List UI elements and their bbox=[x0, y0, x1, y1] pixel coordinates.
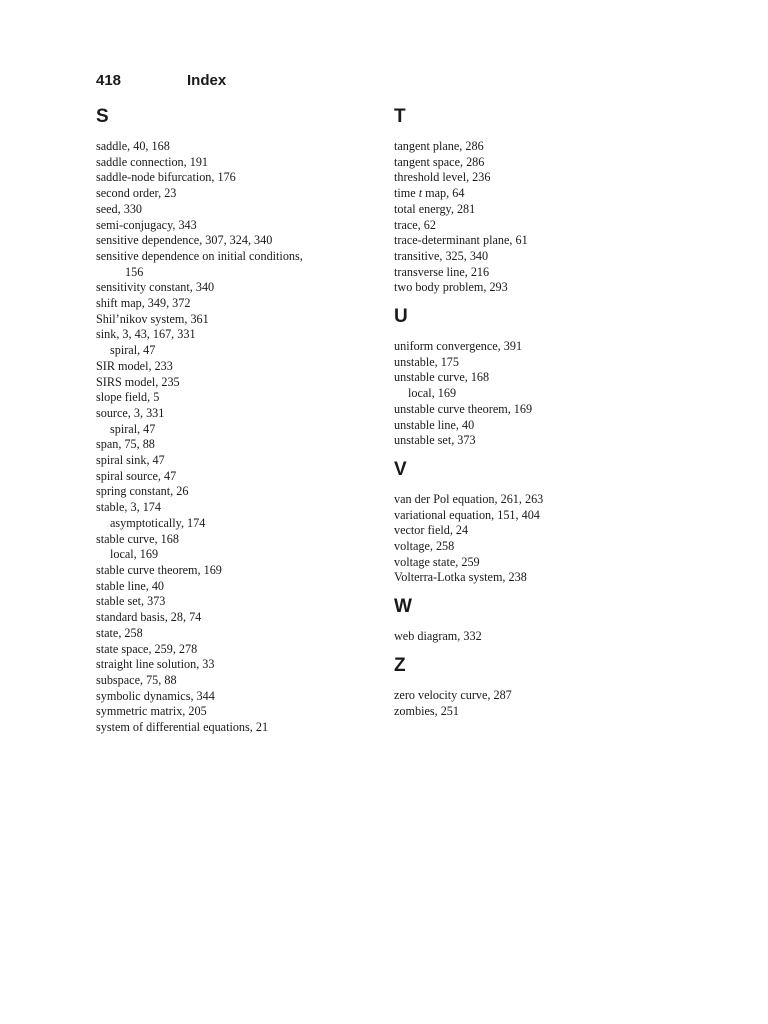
index-entry: sensitivity constant, 340 bbox=[96, 280, 215, 295]
index-entry: subspace, 75, 88 bbox=[96, 672, 177, 687]
index-entry: stable set, 373 bbox=[96, 594, 166, 609]
index-entry-list bbox=[394, 492, 674, 586]
running-title: Index bbox=[187, 72, 227, 89]
index-subentry: asymptotically, 174 bbox=[110, 515, 206, 530]
index-entry: saddle connection, 191 bbox=[96, 154, 209, 169]
index-entry: stable curve, 168 bbox=[96, 531, 179, 546]
section-letter: Z bbox=[394, 654, 406, 676]
index-entry: Volterra-Lotka system, 238 bbox=[394, 570, 527, 585]
index-entry: shift map, 349, 372 bbox=[96, 296, 191, 311]
index-entry: vector field, 24 bbox=[394, 523, 469, 538]
index-entry: unstable, 175 bbox=[394, 354, 459, 369]
index-entry-continuation: 156 bbox=[125, 264, 144, 279]
index-entry: tangent plane, 286 bbox=[394, 139, 484, 153]
index-section-z bbox=[394, 655, 674, 719]
index-entry: SIR model, 233 bbox=[96, 358, 173, 373]
index-entry: straight line solution, 33 bbox=[96, 657, 215, 672]
index-subentry: spiral, 47 bbox=[110, 343, 156, 358]
section-letter: W bbox=[394, 596, 412, 618]
index-subentry: local, 169 bbox=[408, 386, 457, 401]
index-entry: tangent space, 286 bbox=[394, 154, 485, 169]
entry-text: time bbox=[394, 186, 416, 201]
index-entry-list bbox=[394, 139, 674, 296]
index-entry: sensitive dependence, 307, 324, 340 bbox=[96, 233, 273, 248]
section-letter: U bbox=[394, 306, 408, 328]
index-entry: system of differential equations, 21 bbox=[96, 720, 269, 735]
index-entry: transitive, 325, 340 bbox=[394, 248, 489, 263]
index-entry-list bbox=[96, 139, 356, 736]
index-entry: saddle-node bifurcation, 176 bbox=[96, 170, 236, 185]
index-entry: voltage state, 259 bbox=[394, 554, 480, 569]
index-entry: Shil’nikov system, 361 bbox=[96, 311, 209, 326]
running-head bbox=[96, 72, 226, 89]
index-entry: state space, 259, 278 bbox=[96, 641, 198, 656]
index-entry: standard basis, 28, 74 bbox=[96, 610, 202, 625]
index-entry: stable line, 40 bbox=[96, 578, 165, 593]
entry-italic-variable: t bbox=[418, 186, 423, 201]
index-entry: transverse line, 216 bbox=[394, 264, 490, 279]
index-entry: voltage, 258 bbox=[394, 539, 455, 554]
index-entry: stable, 3, 174 bbox=[96, 500, 161, 515]
index-entry: unstable curve, 168 bbox=[394, 370, 490, 385]
index-entry: two body problem, 293 bbox=[394, 280, 508, 295]
index-subentry: local, 169 bbox=[110, 547, 159, 562]
index-entry: stable curve theorem, 169 bbox=[96, 562, 222, 577]
index-entry: spiral source, 47 bbox=[96, 468, 177, 483]
section-letter: V bbox=[394, 458, 407, 480]
index-entry: unstable set, 373 bbox=[394, 433, 476, 448]
index-column-right bbox=[394, 106, 674, 719]
index-entry: symmetric matrix, 205 bbox=[96, 704, 207, 719]
index-entry-list bbox=[394, 629, 674, 645]
index-entry: saddle, 40, 168 bbox=[96, 139, 170, 153]
index-entry: semi-conjugacy, 343 bbox=[96, 217, 197, 232]
page-number: 418 bbox=[96, 72, 122, 89]
index-entry: web diagram, 332 bbox=[394, 629, 482, 644]
index-entry-list bbox=[394, 688, 674, 719]
index-entry: trace, 62 bbox=[394, 217, 436, 232]
index-entry: unstable line, 40 bbox=[394, 417, 475, 432]
index-entry: uniform convergence, 391 bbox=[394, 339, 523, 354]
index-section-s bbox=[96, 106, 356, 736]
index-entry: SIRS model, 235 bbox=[96, 374, 180, 389]
index-subentry: spiral, 47 bbox=[110, 421, 156, 436]
index-entry bbox=[394, 186, 674, 202]
index-entry: threshold level, 236 bbox=[394, 170, 491, 185]
index-entry: source, 3, 331 bbox=[96, 405, 165, 420]
index-section-u bbox=[394, 306, 674, 449]
entry-text-after: map, 64 bbox=[422, 186, 465, 201]
index-entry: state, 258 bbox=[96, 625, 143, 640]
index-entry: slope field, 5 bbox=[96, 390, 160, 405]
index-entry: zombies, 251 bbox=[394, 703, 459, 718]
index-entry: second order, 23 bbox=[96, 186, 177, 201]
index-entry: spring constant, 26 bbox=[96, 484, 189, 499]
index-section-v bbox=[394, 459, 674, 586]
index-entry: variational equation, 151, 404 bbox=[394, 507, 540, 522]
index-section-t bbox=[394, 106, 674, 296]
index-entry: trace-determinant plane, 61 bbox=[394, 233, 528, 248]
index-column-left bbox=[96, 106, 356, 736]
index-entry: seed, 330 bbox=[96, 201, 143, 216]
index-entry: unstable curve theorem, 169 bbox=[394, 401, 533, 416]
index-entry: sink, 3, 43, 167, 331 bbox=[96, 327, 196, 342]
index-entry: total energy, 281 bbox=[394, 201, 476, 216]
index-section-w bbox=[394, 596, 674, 645]
index-entry-list bbox=[394, 339, 674, 449]
index-entry: span, 75, 88 bbox=[96, 437, 155, 452]
section-letter: S bbox=[96, 106, 109, 127]
index-entry: van der Pol equation, 261, 263 bbox=[394, 491, 544, 506]
index-entry: sensitive dependence on initial conditions, bbox=[96, 248, 303, 263]
index-entry: spiral sink, 47 bbox=[96, 453, 165, 468]
index-entry: zero velocity curve, 287 bbox=[394, 687, 512, 702]
section-letter: T bbox=[394, 106, 406, 127]
index-entry: symbolic dynamics, 344 bbox=[96, 688, 215, 703]
